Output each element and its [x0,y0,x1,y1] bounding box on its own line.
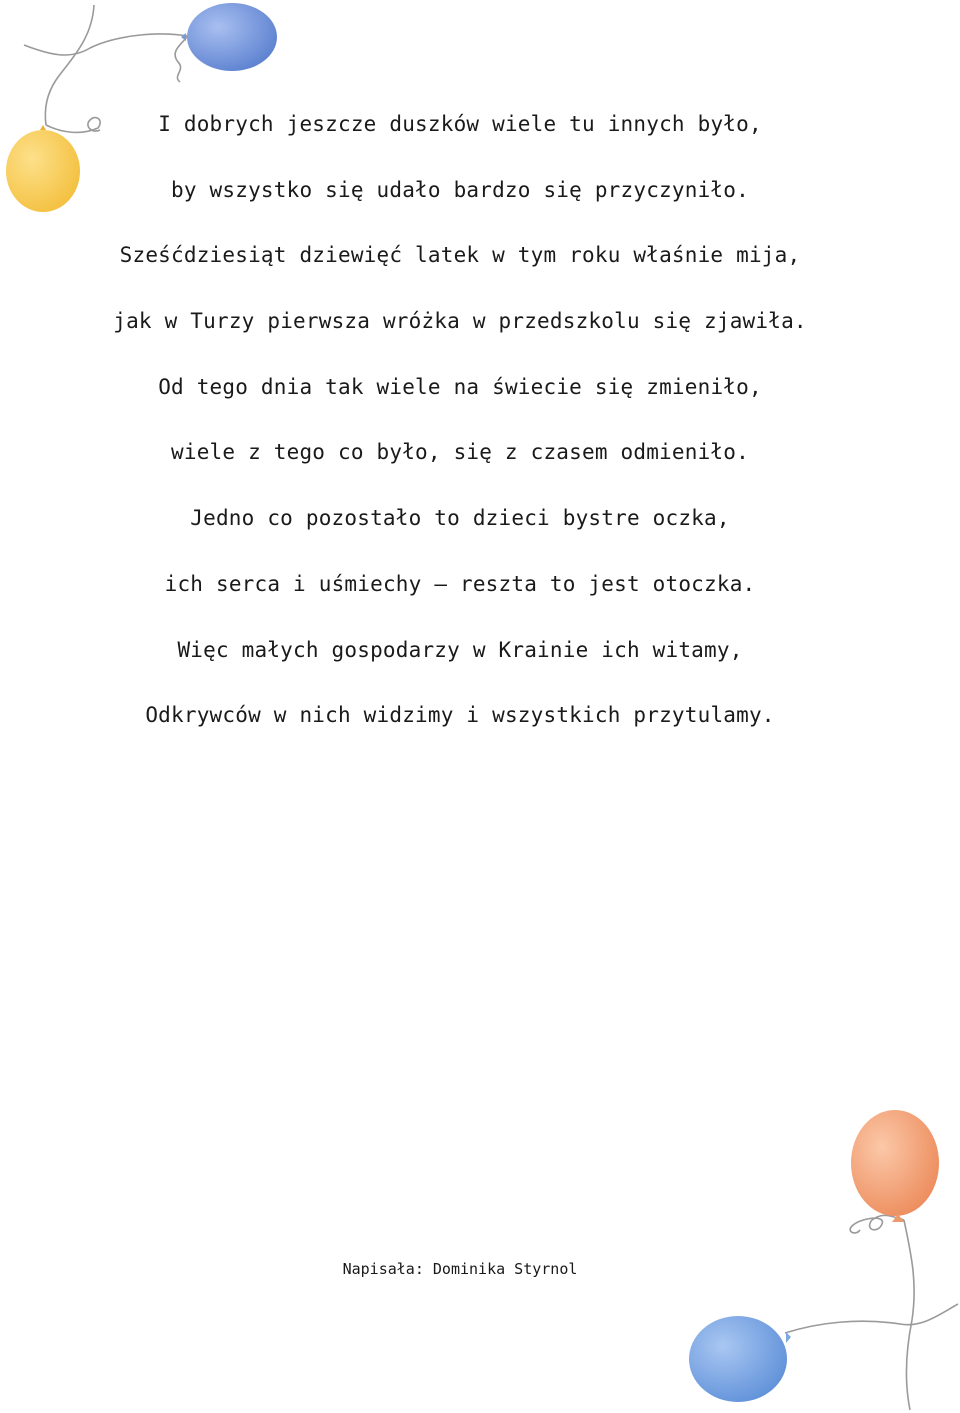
poem-line: jak w Turzy pierwsza wróżka w przedszkolu się zjawiła. [113,309,807,334]
poem-line: Od tego dnia tak wiele na świecie się zmieniło, [158,374,762,399]
poem-line: Odkrywców w nich widzimy i wszystkich przytulamy. [145,703,775,728]
author-signature: Napisała: Dominika Styrnol [342,1260,578,1278]
poem-line: wiele z tego co było, się z czasem odmieniło. [171,440,749,465]
balloon-strings [785,1215,958,1410]
poem-line: ich serca i uśmiechy — reszta to jest otoczka. [164,571,756,596]
bottom-right-balloons-decoration [660,1100,960,1413]
poem [0,106,920,763]
light-blue-balloon-icon [689,1316,791,1402]
poem-line: by wszystko się udało bardzo się przyczyniło. [171,177,749,202]
poem-line: Więc małych gospodarzy w Krainie ich witamy, [177,637,743,662]
poem-line: Jedno co pozostało to dzieci bystre oczka, [190,506,730,531]
poem-line: Sześćdziesiąt dziewięć latek w tym roku właśnie mija, [119,243,801,268]
orange-balloon-icon [851,1110,939,1222]
blue-balloon-icon [181,3,277,71]
poem-line: I dobrych jeszcze duszków wiele tu innych było, [158,112,762,136]
